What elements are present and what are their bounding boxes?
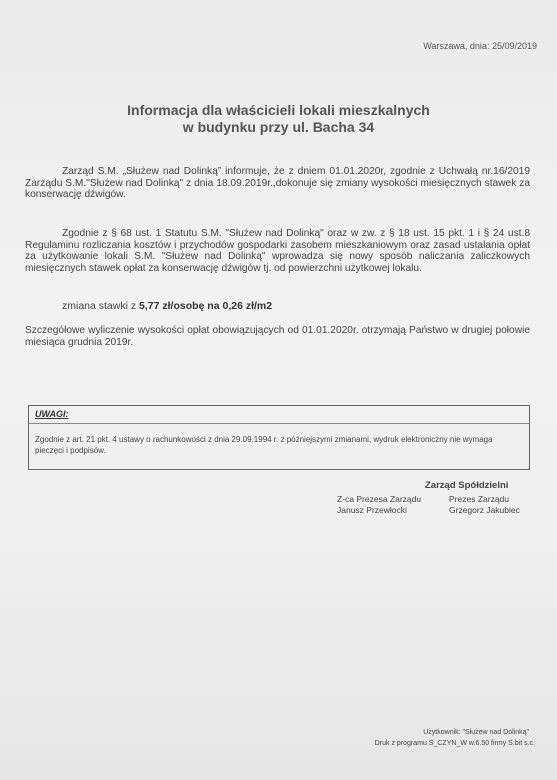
rate-change-line: [62, 300, 272, 312]
date-line: Warszawa, dnia: 25/09/2019: [423, 41, 537, 51]
signatory-1-name: Janusz Przewłocki: [337, 505, 407, 515]
board-label: Zarząd Spółdzielni: [425, 480, 509, 491]
title-line-2: w budynku przy ul. Bacha 34: [182, 119, 375, 135]
notice-header: UWAGI:: [29, 406, 529, 424]
notice-box: [28, 405, 530, 470]
signatory-1: [337, 494, 421, 516]
footer-user: Użytkownik: "Służew nad Dolinką": [423, 729, 529, 736]
document-title: [0, 102, 557, 136]
paragraph-3: Szczegółowe wyliczenie wysokości opłat obowiązujących od 01.01.2020r. otrzymają Państwo w drugiej połowie miesiąca grudnia 2019r.: [25, 325, 530, 348]
signatory-2-role: Prezes Zarządu: [449, 494, 509, 504]
title-line-1: Informacja dla właścicieli lokali mieszkalnych: [127, 102, 430, 118]
paragraph-2: Zgodnie z § 68 ust. 1 Statutu S.M. "Służew nad Dolinką" oraz w zw. z § 18 ust. 15 pkt. 1 i § 24 ust.8 Regulaminu rozliczania kosztów i przychodów gospodarki zasobem mieszkaniowym oraz zasad ustalania opłat za użytkowanie lokali S.M. "Służew nad Dolinką" wprowadza się nowy sposób naliczania zaliczkowych miesięcznych stawek opłat za konserwację dźwigów tj. od powierzchni użytkowej lokalu.: [25, 228, 530, 274]
rate-value: 5,77 zł/osobę na 0,26 zł/m2: [139, 300, 273, 312]
signatory-2: [449, 494, 520, 516]
footer-print-info: Druk z programu S_CZYN_W w.6.50 firmy S.bit s.c.: [374, 740, 535, 747]
rate-prefix: zmiana stawki z: [62, 300, 137, 312]
paragraph-1: Zarząd S.M. „Służew nad Dolinką” informuje, że z dniem 01.01.2020r, zgodnie z Uchwałą nr.16/2019 Zarządu S.M."Służew nad Dolinką" z dnia 18.09.2019r.,dokonuje się zmiany wysokości miesięcznych stawek za konserwację dźwigów.: [25, 166, 530, 201]
notice-text: Zgodnie z art. 21 pkt. 4 ustawy o rachunkowości z dnia 29.09.1994 r. z późniejszymi zmianami, wydruk elektroniczny nie wymaga pieczęci i podpisów.: [35, 435, 493, 455]
signatory-2-name: Grzegorz Jakubiec: [449, 505, 520, 515]
signatory-1-role: Z-ca Prezesa Zarządu: [337, 494, 422, 504]
